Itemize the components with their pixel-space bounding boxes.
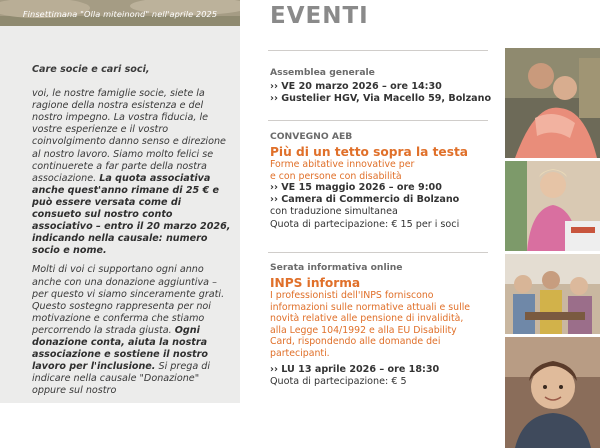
event-convegno-aeb — [270, 131, 502, 231]
portrait-photo — [505, 337, 600, 448]
event-place: ›› Gustelier HGV, Via Macello 59, Bolzano — [270, 93, 492, 105]
event-kicker: CONVEGNO AEB — [270, 131, 353, 142]
letter-p2-bold: Ogni donazione conta, aiuta la nostra associazione e sostiene il nostro lavoro per l'inclusione. — [32, 324, 208, 373]
event-kicker: Assemblea generale — [270, 67, 375, 78]
letter-p2-text: Molti di voi ci supportano ogni anno anche con una donazione aggiuntiva – per questo vi siamo sinceramente grati. Questo sostegno rappresenta per noi motivazione e conferma che stiamo percorrendo la strada giusta. — [32, 264, 225, 336]
event-fee: Quota di partecipazione: € 5 — [270, 375, 407, 387]
letter-greeting: Care socie e cari soci, — [32, 64, 150, 75]
divider — [268, 252, 488, 253]
event-description: I professionisti dell'INPS forniscono informazioni sulle normative attuali e sulle novità relative alle pensione di invalidità, alla Legge 104/1992 e alla EU Disability Card, rispondendo alle domande dei partecipanti. — [270, 290, 471, 360]
event-note: con traduzione simultanea — [270, 206, 398, 218]
banner-photo — [0, 0, 240, 26]
event-inps-informa — [270, 262, 502, 388]
photo-strip — [505, 45, 600, 403]
speaker-photo — [505, 161, 600, 251]
letter-paragraph-1 — [32, 88, 232, 257]
event-kicker: Serata informativa online — [270, 262, 403, 273]
letter-panel — [0, 0, 240, 403]
divider — [268, 50, 488, 51]
divider — [268, 120, 488, 121]
letter-p3-text: Si prega di indicare nella causale "Donazione" oppure sul nostro — [32, 361, 211, 397]
event-place: ›› Camera di Commercio di Bolzano — [270, 194, 460, 206]
letter-p1-bold: La quota associativa anche quest'anno rimane di 25 € e può essere versata come di consueto sul nostro conto associativo – entro il 20 marzo 2026, indicando nella causale: numero socio e nome. — [32, 172, 231, 257]
letter-paragraph-2 — [32, 264, 232, 397]
member-letter — [32, 64, 232, 404]
event-general-assembly — [270, 67, 502, 105]
event-date: ›› VE 20 marzo 2026 – ore 14:30 — [270, 81, 442, 93]
events-heading: EVENTI — [270, 3, 369, 29]
banner-caption: Finsettimana "Olla miteinond" nell'aprile 2025 — [22, 9, 218, 19]
event-subtitle: Forme abitative innovative per e con persone con disabilità — [270, 159, 415, 182]
event-date: ›› LU 13 aprile 2026 – ore 18:30 — [270, 363, 440, 375]
event-fee: Quota di partecipazione: € 15 per i soci — [270, 218, 460, 230]
hug-photo — [505, 48, 600, 158]
event-headline: INPS informa — [270, 276, 361, 291]
event-date: ›› VE 15 maggio 2026 – ore 9:00 — [270, 182, 442, 194]
event-headline: Più di un tetto sopra la testa — [270, 145, 468, 160]
group-photo — [505, 254, 600, 334]
letter-p1-text: voi, le nostre famiglie socie, siete la ragione della nostra esistenza e del nostro impegno. La vostra fiducia, le vostre esperienze e il vostro coinvolgimento danno senso e direzione al nostro lavoro. Siamo molto felici se continuerete a far parte della nostra associazione. — [32, 88, 226, 184]
